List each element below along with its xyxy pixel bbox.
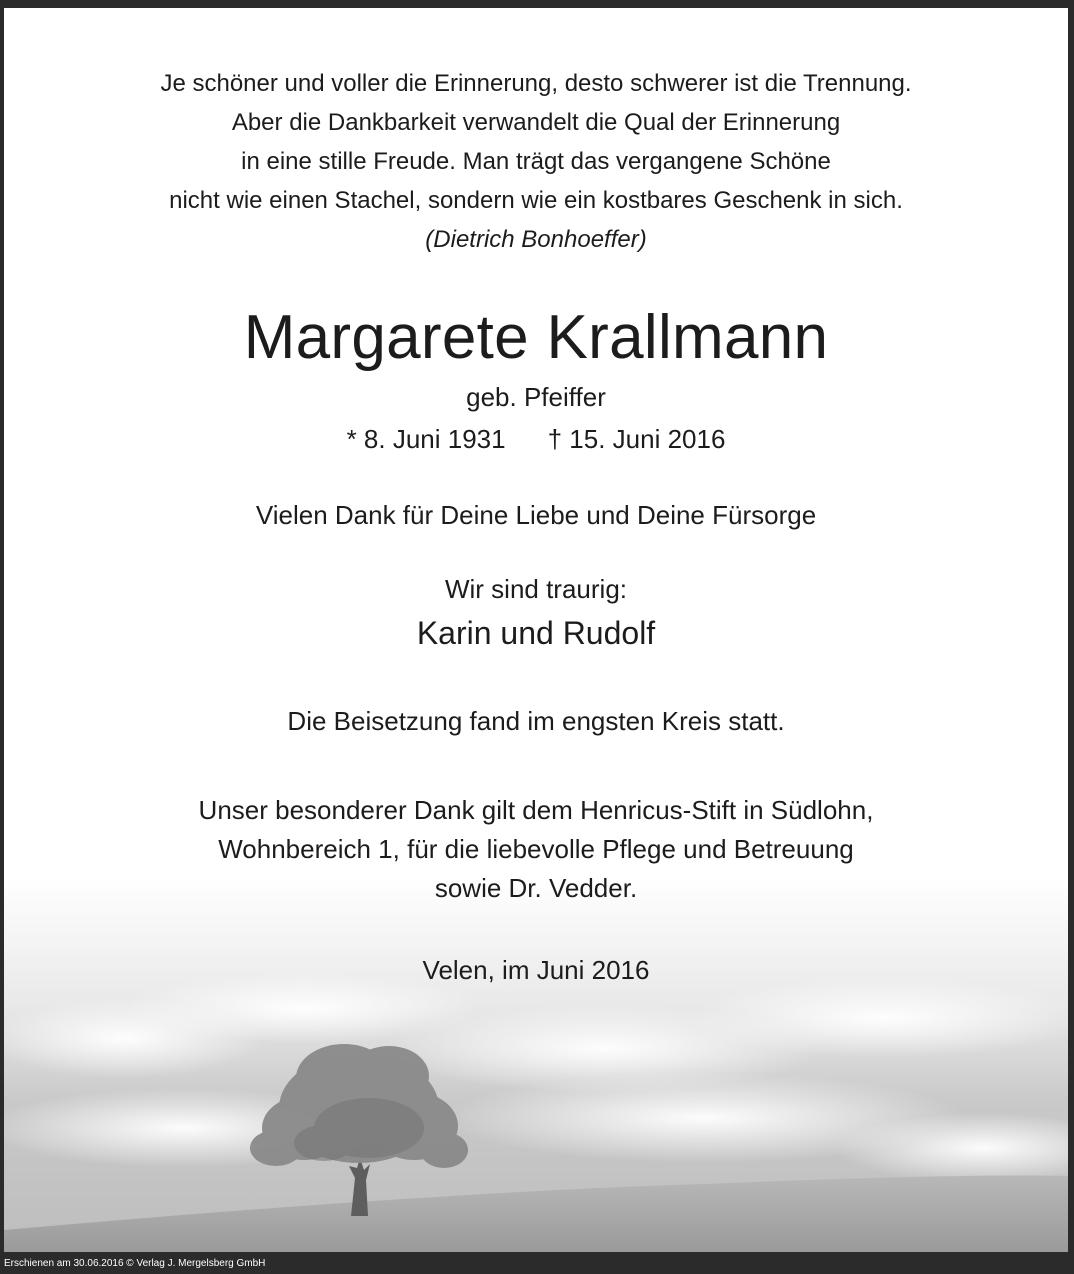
maiden-name: geb. Pfeiffer bbox=[466, 382, 606, 412]
quote-line: nicht wie einen Stachel, sondern wie ein kostbares Geschenk in sich. bbox=[169, 187, 903, 214]
special-thanks-line: Wohnbereich 1, für die liebevolle Pflege und Betreuung bbox=[218, 834, 854, 864]
deceased-name: Margarete Krallmann bbox=[243, 303, 829, 372]
publication-footer: Erschienen am 30.06.2016 © Verlag J. Mergelsberg GmbH bbox=[4, 1258, 266, 1269]
special-thanks-line: sowie Dr. Vedder. bbox=[434, 873, 638, 903]
quote-line: in eine stille Freude. Man trägt das vergangene Schöne bbox=[241, 148, 831, 175]
life-dates bbox=[4, 421, 1068, 457]
death-date: † 15. Juni 2016 bbox=[547, 424, 726, 454]
bonhoeffer-quote bbox=[4, 64, 1068, 259]
mourners-intro: Wir sind traurig: bbox=[444, 574, 628, 604]
burial-note: Die Beisetzung fand im engsten Kreis statt. bbox=[287, 706, 785, 736]
special-thanks bbox=[4, 791, 1068, 908]
quote-line: Je schöner und voller die Erinnerung, desto schwerer ist die Trennung. bbox=[160, 70, 912, 97]
mourners-names: Karin und Rudolf bbox=[416, 615, 656, 651]
place-date: Velen, im Juni 2016 bbox=[422, 955, 650, 985]
quote-line: Aber die Dankbarkeit verwandelt die Qual der Erinnerung bbox=[231, 109, 841, 136]
quote-author: (Dietrich Bonhoeffer) bbox=[425, 226, 647, 253]
special-thanks-line: Unser besonderer Dank gilt dem Henricus-Stift in Südlohn, bbox=[198, 795, 874, 825]
birth-date: * 8. Juni 1931 bbox=[346, 424, 506, 454]
thanks-line: Vielen Dank für Deine Liebe und Deine Fürsorge bbox=[255, 500, 817, 530]
